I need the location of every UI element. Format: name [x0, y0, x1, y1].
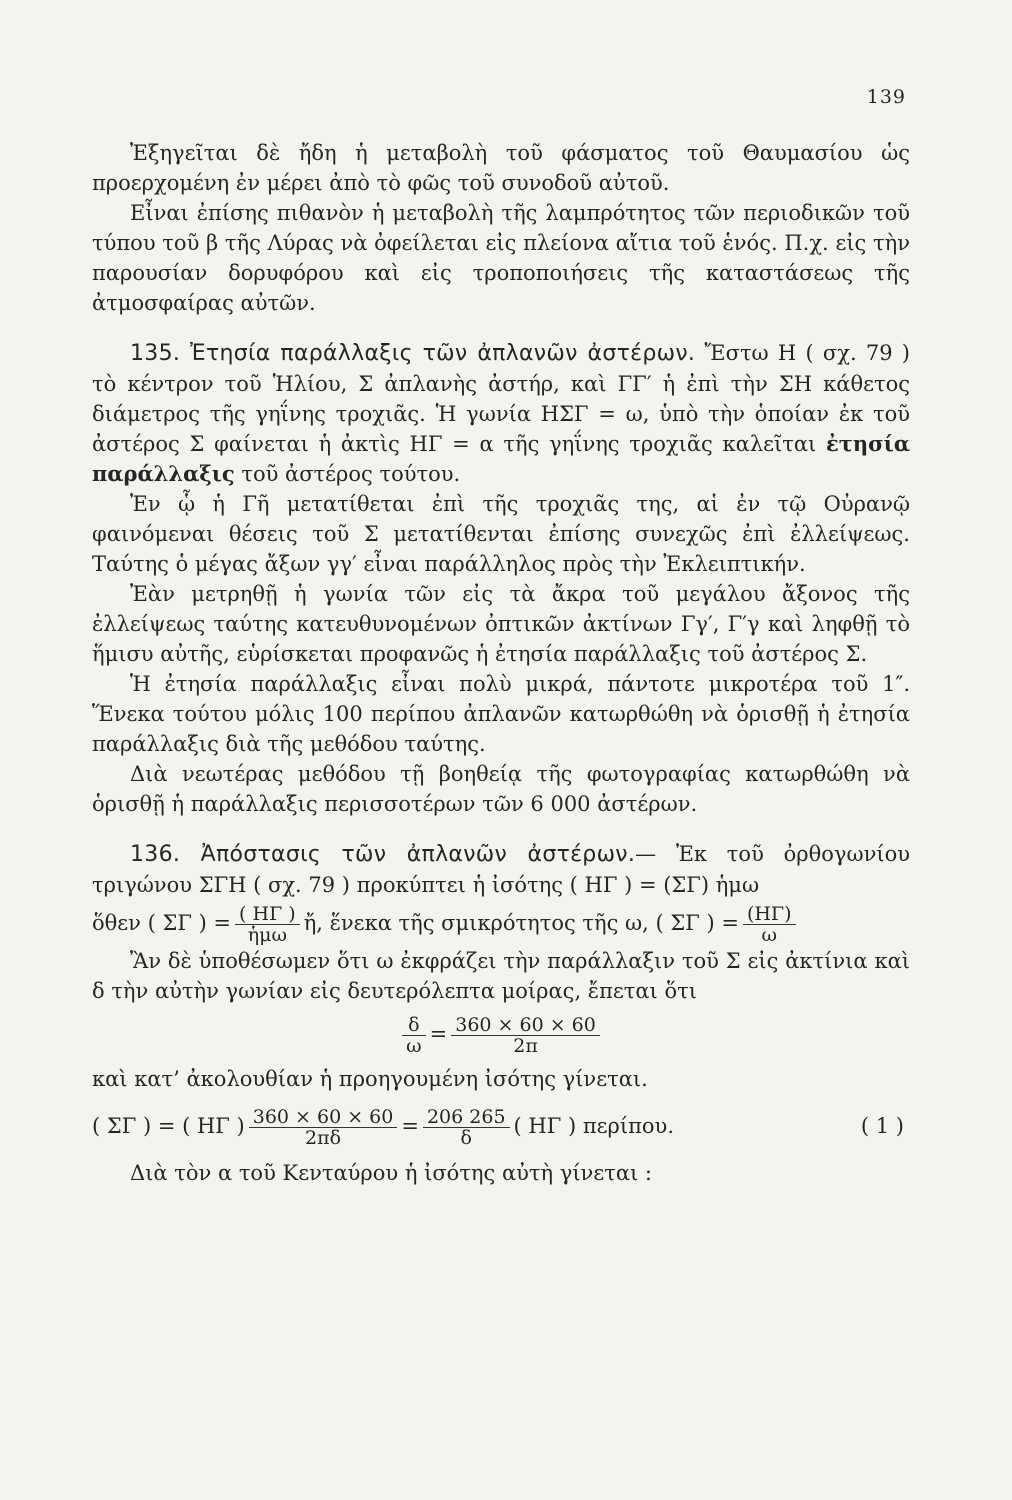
paragraph-small-parallax: Ἡ ἐτησία παράλλαξις εἶναι πολὺ μικρά, πάντοτε μικροτέρα τοῦ 1″. Ἕνεκα τούτου μόλις 100 περίπου ἀπλανῶν κατωρθώθη νὰ ὁρισθῇ ἡ ἐτησία παράλλαξις διὰ τῆς μεθόδου ταύτης. [92, 672, 910, 756]
smallness-text: ἤ, ἕνεκα τῆς σμικρότητος τῆς ω, ( ΣΓ ) = [303, 911, 739, 935]
fraction-206265-over-delta [423, 1107, 510, 1148]
fraction-numerator: (ΗΓ) [743, 904, 796, 925]
paragraph-lyrae: Εἶναι ἐπίσης πιθανὸν ἡ μεταβολὴ τῆς λαμπρότητος τῶν περιοδικῶν τοῦ τύπου τοῦ β τῆς Λύρας νὰ ὀφείλεται εἰς πλείονα αἴτια τοῦ ἑνός. Π.χ. εἰς τὴν παρουσίαν δορυφόρου καὶ εἰς τροποποιήσεις τῆς καταστάσεως τῆς ἀτμοσφαίρας αὐτῶν. [92, 201, 910, 315]
equation-delta-omega [92, 1012, 910, 1056]
fraction-seconds-over-2pi [451, 1015, 600, 1056]
fraction-seconds-over-2pi-delta [249, 1107, 398, 1148]
page-body [92, 138, 910, 1188]
fraction-denominator: ω [406, 1035, 422, 1057]
equation-1 [92, 1104, 910, 1148]
equals-sign: = [429, 1022, 448, 1046]
equals-sign: = [401, 1114, 419, 1138]
fraction-numerator: 360 × 60 × 60 [249, 1107, 398, 1128]
hence-text: ὅθεν ( ΣΓ ) = [92, 911, 232, 935]
section-135 [92, 338, 910, 489]
paragraph-consequently: καὶ κατ’ ἀκολουθίαν ἡ προηγουμένη ἰσότης γίνεται. [92, 1067, 648, 1091]
equation-rhs-text: ( ΗΓ ) περίπου. [513, 1114, 674, 1138]
term-annual-parallax: ἐτησία παράλλαξις [92, 431, 910, 486]
equation-lhs: ( ΣΓ ) = ( ΗΓ ) [92, 1114, 245, 1138]
fraction-numerator: 360 × 60 × 60 [451, 1015, 600, 1036]
fraction-delta-over-omega [402, 1015, 426, 1056]
paragraph-alpha-centauri: Διὰ τὸν α τοῦ Κενταύρου ἡ ἰσότης αὐτὴ γίνεται : [130, 1161, 652, 1185]
fraction-numerator: δ [402, 1015, 426, 1036]
equation-number: ( 1 ) [860, 1114, 904, 1138]
fraction-denominator: ω [761, 924, 777, 946]
fraction-denominator: 2πδ [305, 1127, 342, 1149]
paragraph-ellipse: Ἐν ᾧ ἡ Γῆ μετατίθεται ἐπὶ τῆς τροχιᾶς της, αἱ ἐν τῷ Οὐρανῷ φαινόμεναι θέσεις τοῦ Σ μετατίθενται ἐπίσης συνεχῶς ἐπὶ ἐλλείψεως. Ταύτης ὁ μέγας ἄξων γγ′ εἶναι παράλληλος πρὸς τὴν Ἐκλειπτικήν. [92, 492, 910, 576]
section-136 [92, 839, 910, 900]
section-135-text-a: Ἔστω Η ( σχ. 79 ) τὸ κέντρον τοῦ Ἡλίου, Σ ἀπλανὴς ἀστήρ, καὶ ΓΓ′ ἡ ἐπὶ τὴν ΣΗ κάθετος διάμετρος τῆς γηΐνης τροχιᾶς. Ἡ γωνία ΗΣΓ = ω, ὑπὸ τὴν ὁποίαν ἐκ τοῦ ἀστέρος Σ φαίνεται ἡ ἀκτὶς ΗΓ = α τῆς γηΐνης τροχιᾶς καλεῖται [92, 341, 910, 456]
equation-line-hence [92, 900, 910, 946]
fraction-denominator: ἡμω [247, 924, 287, 946]
fraction-hg-over-omega [743, 904, 796, 945]
section-136-text-a: — Ἐκ τοῦ ὀρθογωνίου τριγώνου ΣΓΗ ( σχ. 79 ) προκύπτει ἡ ἰσότης ( ΗΓ ) = (ΣΓ) ἡμω [92, 842, 910, 897]
section-135-heading: 135. Ἐτησία παράλλαξις τῶν ἀπλανῶν ἀστέρων. [130, 341, 696, 366]
paragraph-radians: Ἂν δὲ ὑποθέσωμεν ὅτι ω ἐκφράζει τὴν παράλλαξιν τοῦ Σ εἰς ἀκτίνια καὶ δ τὴν αὐτὴν γωνίαν εἰς δευτερόλεπτα μοίρας, ἔπεται ὅτι [92, 949, 910, 1003]
fraction-hg-over-sin [235, 904, 300, 945]
fraction-numerator: ( ΗΓ ) [235, 904, 300, 925]
section-135-text-b: τοῦ ἀστέρος τούτου. [234, 462, 461, 486]
paragraph-measure: Ἐὰν μετρηθῇ ἡ γωνία τῶν εἰς τὰ ἄκρα τοῦ μεγάλου ἄξονος τῆς ἐλλείψεως ταύτης κατευθυνομένων ὀπτικῶν ἀκτίνων Γγ′, Γ′γ καὶ ληφθῇ τὸ ἥμισυ αὐτῆς, εὑρίσκεται προφανῶς ἡ ἐτησία παράλλαξις τοῦ ἀστέρος Σ. [92, 582, 910, 666]
paragraph-spectrum: Ἐξηγεῖται δὲ ἤδη ἡ μεταβολὴ τοῦ φάσματος τοῦ Θαυμασίου ὡς προερχομένη ἐν μέρει ἀπὸ τὸ φῶς τοῦ συνοδοῦ αὐτοῦ. [92, 141, 910, 195]
paragraph-photography: Διὰ νεωτέρας μεθόδου τῇ βοηθείᾳ τῆς φωτογραφίας κατωρθώθη νὰ ὁρισθῇ ἡ παράλλαξις περισσοτέρων τῶν 6 000 ἀστέρων. [92, 762, 910, 816]
fraction-numerator: 206 265 [423, 1107, 510, 1128]
fraction-denominator: δ [460, 1127, 472, 1149]
page-number: 139 [866, 86, 906, 108]
fraction-denominator: 2π [513, 1035, 538, 1057]
section-136-heading: 136. Ἀπόστασις τῶν ἀπλανῶν ἀστέρων. [130, 842, 636, 867]
